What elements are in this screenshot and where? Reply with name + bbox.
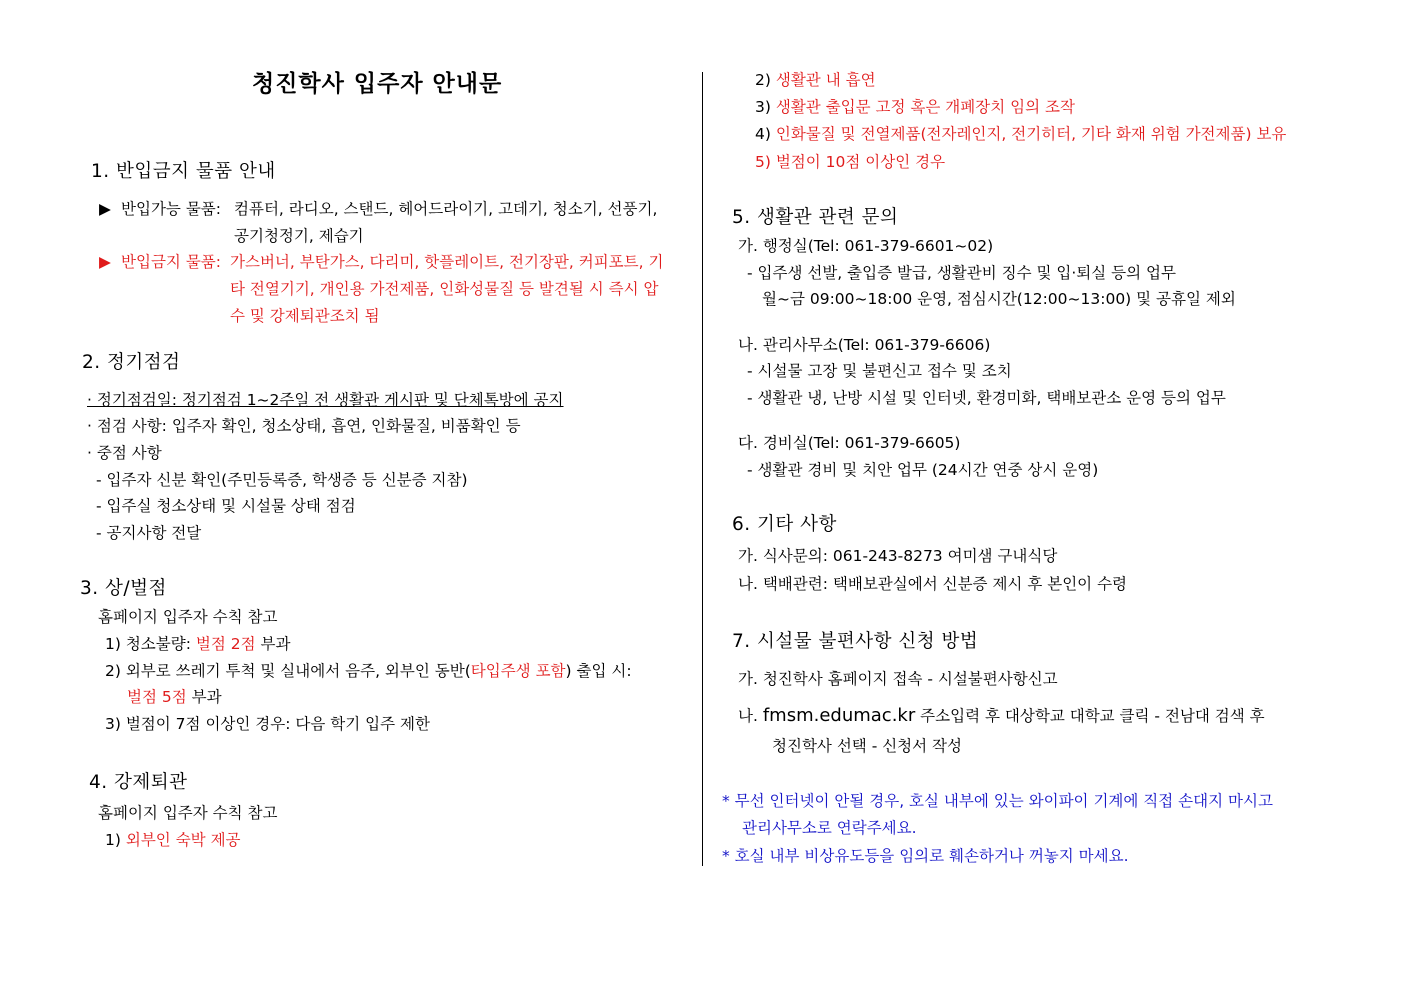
merit-item-1: 1) 청소불량: 벌점 2점 부과 [105,635,291,653]
banned-line-1: 가스버너, 부탄가스, 다리미, 핫플레이트, 전기장판, 커피포트, 기 [230,253,664,271]
expulsion-item-2: 2) 생활관 내 흡연 [755,71,876,89]
admin-office-label: 가. 행정실(Tel: 061-379-6601~02) [738,237,994,255]
inspection-items-line: · 점검 사항: 입주자 확인, 청소상태, 흡연, 인화물질, 비품확인 등 [87,417,521,435]
allowed-label: 반입가능 물품: [121,200,221,218]
focus-item-3: - 공지사항 전달 [96,524,202,542]
expulsion-item-4: 4) 인화물질 및 전열제품(전자레인지, 전기히터, 기타 화재 위험 가전제품) 보유 [755,125,1287,143]
allowed-line-2: 공기청정기, 제습기 [234,227,364,245]
merit-item-3: 3) 벌점이 7점 이상인 경우: 다음 학기 입주 제한 [105,715,430,733]
penalty-5-points: 벌점 5점 [127,688,187,706]
facility-request-b-line-2: 청진학사 선택 - 신청서 작성 [772,737,963,755]
focus-item-1: - 입주자 신분 확인(주민등록증, 학생증 등 신분증 지참) [96,471,468,489]
management-office-line-1: - 시설물 고장 및 불편신고 접수 및 조치 [747,362,1012,380]
document-title: 청진학사 입주자 안내문 [252,71,503,97]
expulsion-item-5: 5) 벌점이 10점 이상인 경우 [755,153,946,171]
focus-label: · 중점 사항 [87,444,162,462]
focus-item-2: - 입주실 청소상태 및 시설물 상태 점검 [96,497,356,515]
section-3-reference: 홈페이지 입주자 수칙 참고 [98,608,278,626]
section-5-heading: 5. 생활관 관련 문의 [732,207,899,228]
security-office-label: 다. 경비실(Tel: 061-379-6605) [738,434,961,452]
expulsion-item-1: 1) 외부인 숙박 제공 [105,831,241,849]
section-2-heading: 2. 정기점검 [82,352,181,373]
merit-item-2-cont: 벌점 5점 부과 [127,688,222,706]
management-office-label: 나. 관리사무소(Tel: 061-379-6606) [738,336,991,354]
allowed-line-1: 컴퓨터, 라디오, 스탠드, 헤어드라이기, 고데기, 청소기, 선풍기, [234,200,658,218]
banned-marker-icon: ▶ [99,253,111,271]
admin-office-line-2: 월~금 09:00~18:00 운영, 점심시간(12:00~13:00) 및 공휴일 제외 [762,290,1236,308]
inspection-date-line: · 정기점검일: 정기점검 1~2주일 전 생활관 게시판 및 단체톡방에 공지 [87,391,564,409]
note-wifi-line-2: 관리사무소로 연락주세요. [742,819,917,837]
banned-line-3: 수 및 강제퇴관조치 됨 [230,307,380,325]
facility-request-b: 나. fmsm.edumac.kr 주소입력 후 대상학교 대학교 클릭 - 전남대 검색 후 [738,705,1265,726]
fmsm-url-link[interactable]: fmsm.edumac.kr [762,705,916,726]
security-office-line-1: - 생활관 경비 및 치안 업무 (24시간 연중 상시 운영) [747,461,1099,479]
other-resident-included: 타입주생 포함 [470,662,566,680]
expulsion-item-3: 3) 생활관 출입문 고정 혹은 개폐장치 임의 조작 [755,98,1075,116]
section-3-heading: 3. 상/벌점 [80,578,167,599]
banned-label: 반입금지 물품: [121,253,221,271]
merit-item-2: 2) 외부로 쓰레기 투척 및 실내에서 음주, 외부인 동반(타입주생 포함) 출입 시: [105,662,632,680]
section-4-reference: 홈페이지 입주자 수칙 참고 [98,804,278,822]
section-1-heading: 1. 반입금지 물품 안내 [91,161,276,182]
note-emergency-light: * 호실 내부 비상유도등을 임의로 훼손하거나 꺼놓지 마세요. [722,847,1129,865]
column-divider [702,72,703,866]
penalty-2-points: 벌점 2점 [195,635,256,653]
facility-request-a: 가. 청진학사 홈페이지 접속 - 시설불편사항신고 [738,670,1058,688]
meal-inquiry: 가. 식사문의: 061-243-8273 여미샘 구내식당 [738,547,1058,565]
section-7-heading: 7. 시설물 불편사항 신청 방법 [732,631,979,652]
section-6-heading: 6. 기타 사항 [732,514,837,535]
note-wifi-line-1: * 무선 인터넷이 안될 경우, 호실 내부에 있는 와이파이 기계에 직접 손대지 마시고 [722,792,1273,810]
admin-office-line-1: - 입주생 선발, 출입증 발급, 생활관비 징수 및 입·퇴실 등의 업무 [747,264,1176,282]
section-4-heading: 4. 강제퇴관 [89,772,188,793]
allowed-marker-icon: ▶ [99,200,111,218]
parcel-info: 나. 택배관련: 택배보관실에서 신분증 제시 후 본인이 수령 [738,575,1128,593]
banned-line-2: 타 전열기기, 개인용 가전제품, 인화성물질 등 발견될 시 즉시 압 [230,280,659,298]
management-office-line-2: - 생활관 냉, 난방 시설 및 인터넷, 환경미화, 택배보관소 운영 등의 업무 [747,389,1226,407]
